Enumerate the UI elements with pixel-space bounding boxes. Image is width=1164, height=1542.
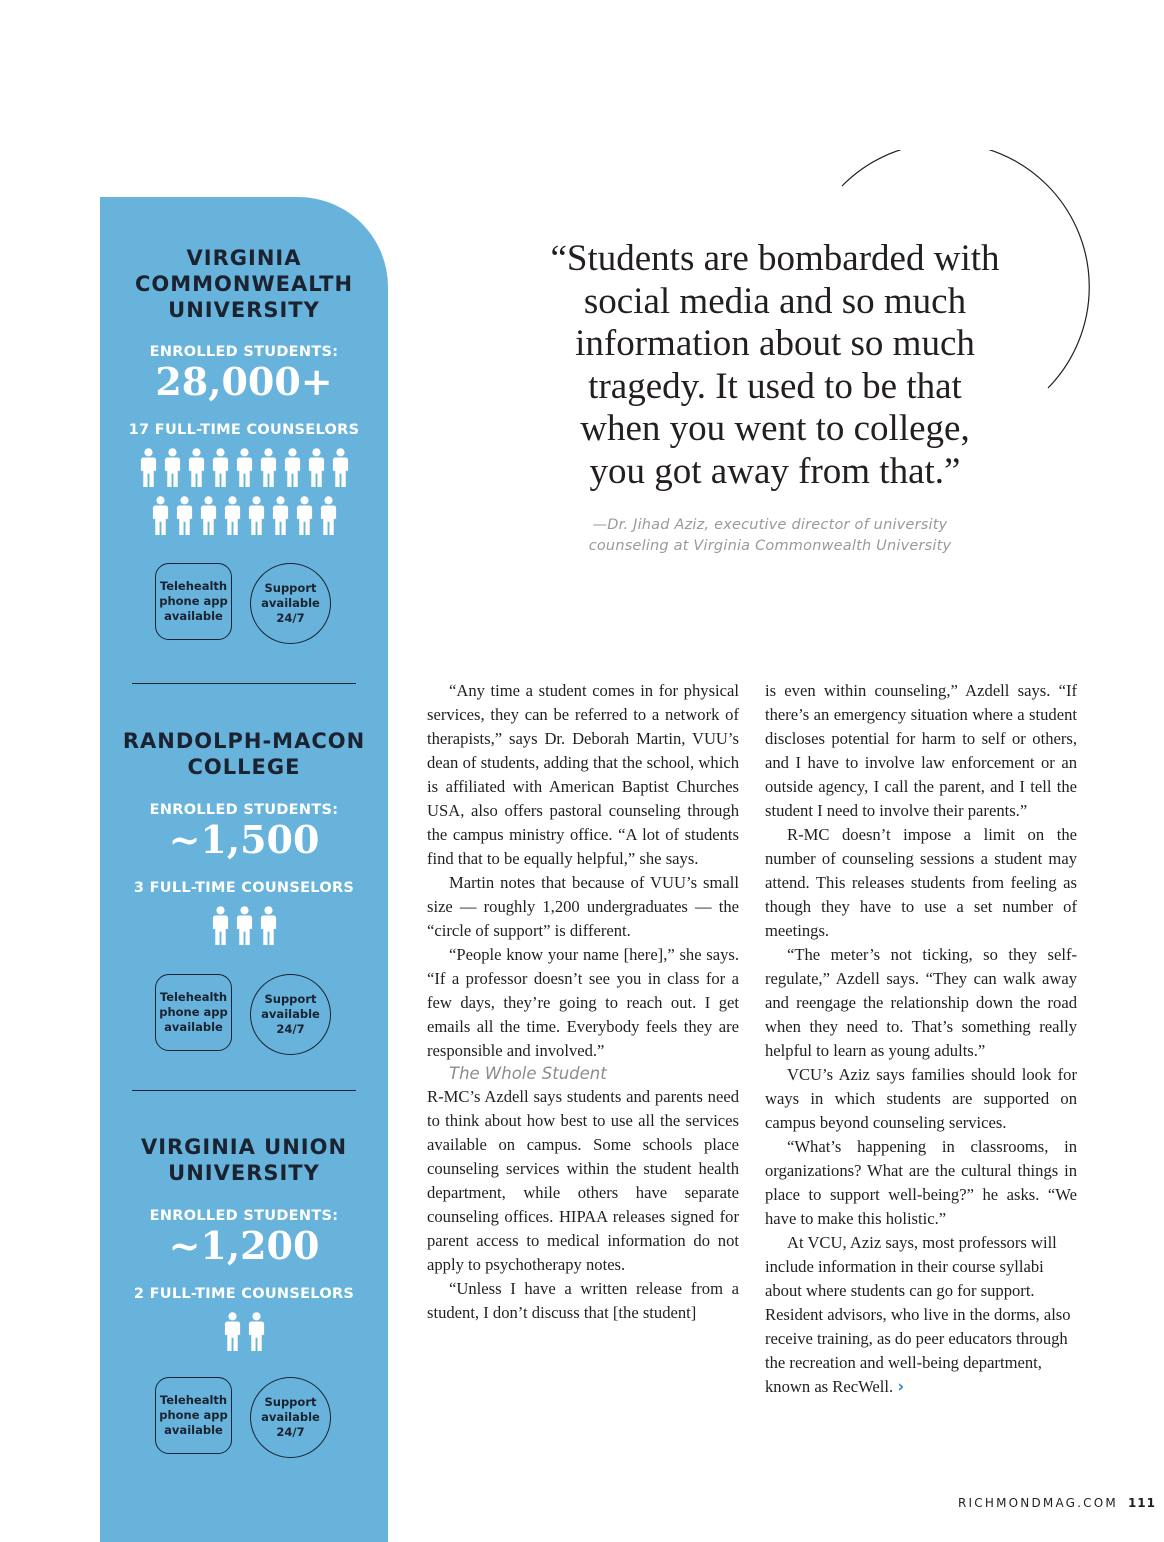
pull-quote-line: information about so much — [575, 323, 975, 364]
college-name — [100, 728, 388, 780]
support-24-7-badge: Support available 24/7 — [250, 1377, 331, 1458]
counselors-label: 3 FULL-TIME COUNSELORS — [133, 880, 355, 896]
end-mark-chevron-icon: › — [897, 1377, 905, 1396]
college-name-line: RANDOLPH-MACON — [122, 729, 366, 753]
person-icon — [199, 496, 218, 536]
college-card-vuu — [100, 1134, 388, 1352]
enrolled-label: ENROLLED STUDENTS: — [149, 802, 339, 818]
article-paragraph: Martin notes that because of VUU’s small size — roughly 1,200 undergraduates — the “circle of support” is different. — [427, 873, 739, 940]
counselor-icons — [100, 448, 388, 536]
section-divider — [132, 1090, 356, 1091]
page-footer — [958, 1496, 1156, 1510]
person-icon — [151, 496, 170, 536]
person-icon — [175, 496, 194, 536]
college-name-line: VIRGINIA — [186, 246, 302, 270]
counselors-label: 2 FULL-TIME COUNSELORS — [133, 1286, 355, 1302]
article-paragraph: “The meter’s not ticking, so they self-regulate,” Azdell says. “They can walk away and reengage the relationship down the road when they need to. That’s something really helpful to learn as young adults.” — [765, 945, 1077, 1060]
person-icon — [139, 448, 158, 488]
pull-quote-line: you got away from that.” — [589, 450, 961, 492]
article-paragraph: R-MC doesn’t impose a limit on the number of counseling sessions a student may attend. This releases students from feeling as though they have to use a set number of meetings. — [765, 825, 1077, 940]
article-paragraph: R-MC’s Azdell says students and parents need to think about how best to use all the services available on campus. Some schools place counseling services within the student health department, while others have separate counseling offices. HIPAA releases signed for parent access to medical information do not apply to psychotherapy notes. — [427, 1087, 739, 1274]
pull-quote — [480, 238, 1070, 493]
college-name — [100, 1134, 388, 1186]
counselor-icons — [100, 1312, 388, 1352]
person-icon — [319, 496, 338, 536]
telehealth-badge: Telehealth phone app available — [155, 974, 232, 1051]
person-icon — [211, 906, 230, 946]
enrolled-label: ENROLLED STUDENTS: — [149, 344, 339, 360]
service-badges — [100, 1377, 388, 1457]
article-paragraph: “People know your name [here],” she says. “If a professor doesn’t see you in class for a few days, they’re going to reach out. I get emails all the time. Everybody feels they are responsible and involved.” — [427, 945, 739, 1060]
section-divider — [132, 683, 356, 684]
pull-quote-line: social media and so much — [583, 280, 967, 322]
person-icon — [247, 496, 266, 536]
footer-site: RICHMONDMAG.COM — [958, 1496, 1118, 1510]
enrolled-value: 28,000+ — [155, 359, 333, 404]
college-name-line: VIRGINIA UNION — [140, 1135, 348, 1159]
support-24-7-badge: Support available 24/7 — [250, 563, 331, 644]
college-name-line: UNIVERSITY — [168, 298, 320, 322]
counselors-label: 17 FULL-TIME COUNSELORS — [128, 422, 360, 438]
pull-quote-line: when you went to college, — [580, 408, 970, 449]
person-icon — [307, 448, 326, 488]
article-paragraph: “Any time a student comes in for physical services, they can be referred to a network of therapists,” says Dr. Deborah Martin, VUU’s dean of students, adding that the school, which is affiliated with American Baptist Churches USA, also offers pastoral counseling through the campus ministry office. “A lot of students find that to be equally helpful,” she says. — [427, 681, 739, 868]
attribution-line: —Dr. Jihad Aziz, executive director of university — [592, 517, 948, 533]
person-icon-row — [100, 448, 388, 488]
person-icon — [271, 496, 290, 536]
person-icon — [163, 448, 182, 488]
article-paragraph: “Unless I have a written release from a student, I don’t discuss that [the student] — [427, 1279, 739, 1322]
quote-attribution — [520, 515, 1020, 557]
person-icon-row — [100, 906, 388, 946]
article-paragraph-text: At VCU, Aziz says, most professors will include information in their course syllabi about where students can go for support. Resident advisors, who live in the dorms, also receive training, as do peer educators through the recreation and well-being department, known as RecWell. — [765, 1233, 1071, 1396]
college-name — [100, 245, 388, 323]
person-icon — [211, 448, 230, 488]
support-24-7-badge: Support available 24/7 — [250, 974, 331, 1055]
enrolled-value: ~1,500 — [168, 817, 320, 862]
person-icon — [187, 448, 206, 488]
telehealth-badge: Telehealth phone app available — [155, 563, 232, 640]
person-icon — [223, 496, 242, 536]
article-paragraph: “What’s happening in classrooms, in organizations? What are the cultural things in place to support well-being?” he asks. “We have to make this holistic.” — [765, 1137, 1077, 1228]
service-badges — [100, 563, 388, 643]
person-icon — [259, 448, 278, 488]
service-badges — [100, 974, 388, 1054]
person-icon — [223, 1312, 242, 1352]
person-icon — [283, 448, 302, 488]
attribution-line: counseling at Virginia Commonwealth University — [588, 538, 952, 554]
person-icon — [259, 906, 278, 946]
person-icon-row — [100, 1312, 388, 1352]
enrolled-label: ENROLLED STUDENTS: — [149, 1208, 339, 1224]
person-icon — [295, 496, 314, 536]
counselor-icons — [100, 906, 388, 946]
college-name-line: UNIVERSITY — [168, 1161, 320, 1185]
article-paragraph: is even within counseling,” Azdell says. “If there’s an emergency situation where a student discloses potential for harm to self or others, and I have to involve law enforcement or an outside agency, I call the parent, and I tell the student I need to involve their parents.” — [765, 681, 1077, 820]
college-stats-sidebar — [100, 197, 388, 1542]
article-column-1 — [427, 679, 739, 1325]
page-number: 111 — [1127, 1496, 1156, 1510]
article-column-2 — [765, 679, 1077, 1399]
article-paragraph: VCU’s Aziz says families should look for ways in which students are supported on campus beyond counseling services. — [765, 1065, 1077, 1132]
college-card-vcu — [100, 245, 388, 536]
enrolled-value: ~1,200 — [168, 1223, 320, 1268]
pull-quote-line: tragedy. It used to be that — [588, 365, 962, 407]
telehealth-badge: Telehealth phone app available — [155, 1377, 232, 1454]
college-name-line: COMMONWEALTH — [134, 272, 354, 296]
pull-quote-line: “Students are bombarded with — [550, 238, 1000, 279]
person-icon — [235, 448, 254, 488]
person-icon-row — [100, 496, 388, 536]
college-name-line: COLLEGE — [187, 755, 301, 779]
college-card-rmc — [100, 728, 388, 946]
article-paragraph — [765, 1231, 1077, 1399]
person-icon — [331, 448, 350, 488]
person-icon — [235, 906, 254, 946]
person-icon — [247, 1312, 266, 1352]
section-subhead: The Whole Student — [449, 1064, 607, 1083]
